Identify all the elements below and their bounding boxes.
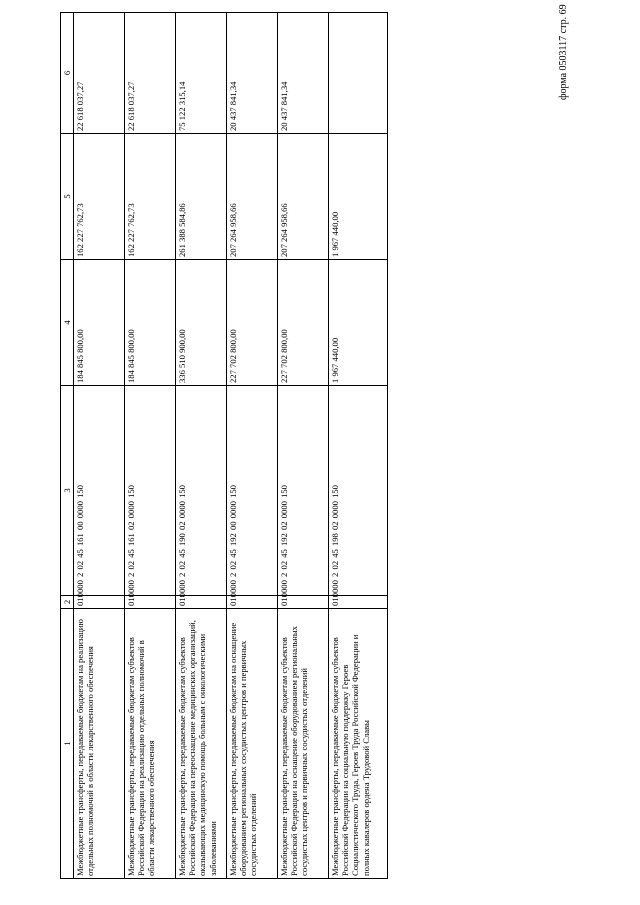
executed-amount: 1 967 440,00	[329, 134, 388, 260]
executed-amount: 261 388 584,86	[176, 134, 227, 260]
executed-amount: 162 227 762,73	[74, 134, 125, 260]
unexecuted-amount: 22 618 037,27	[74, 13, 125, 134]
table-row	[329, 13, 388, 879]
budget-code: 000 2 02 45 192 00 0000 150	[227, 386, 278, 596]
executed-amount: 162 227 762,73	[125, 134, 176, 260]
approved-amount: 227 702 800,00	[278, 260, 329, 386]
budget-code: 000 2 02 45 161 00 0000 150	[74, 386, 125, 596]
line-code: 010	[125, 596, 176, 609]
header-cell: 6	[61, 13, 74, 134]
unexecuted-amount: 75 122 315,14	[176, 13, 227, 134]
header-cell: 5	[61, 134, 74, 260]
budget-code: 000 2 02 45 192 02 0000 150	[278, 386, 329, 596]
line-code: 010	[227, 596, 278, 609]
line-code: 010	[329, 596, 388, 609]
approved-amount: 184 845 800,00	[74, 260, 125, 386]
executed-amount: 207 264 958,66	[278, 134, 329, 260]
approved-amount: 336 510 900,00	[176, 260, 227, 386]
table-row	[74, 13, 125, 879]
table-row	[176, 13, 227, 879]
header-cell: 1	[61, 609, 74, 879]
approved-amount: 1 967 440,00	[329, 260, 388, 386]
unexecuted-amount: 20 437 841,34	[278, 13, 329, 134]
table-row	[278, 13, 329, 879]
approved-amount: 227 702 800,00	[227, 260, 278, 386]
row-name: Межбюджетные трансферты, передаваемые бюджетам субъектов Российской Федерации на переоснащение медицинских организаций, оказывающих медицинскую помощь больным с онкологическими заболеваниями	[176, 609, 227, 879]
header-cell: 4	[61, 260, 74, 386]
line-code: 010	[176, 596, 227, 609]
budget-code: 000 2 02 45 190 02 0000 150	[176, 386, 227, 596]
budget-code: 000 2 02 45 161 02 0000 150	[125, 386, 176, 596]
row-name: Межбюджетные трансферты, передаваемые бюджетам субъектов Российской Федерации на реализацию отдельных полномочий в области лекарственного обеспечения	[125, 609, 176, 879]
header-cell: 2	[61, 596, 74, 609]
approved-amount: 184 845 800,00	[125, 260, 176, 386]
row-name: Межбюджетные трансферты, передаваемые бюджетам субъектов Российской Федерации на оснащение оборудованием региональных сосудистых центров и первичных сосудистых отделений	[278, 609, 329, 879]
line-code: 010	[278, 596, 329, 609]
table-row	[125, 13, 176, 879]
row-name: Межбюджетные трансферты, передаваемые бюджетам на реализацию отдельных полномочий в области лекарственного обеспечения	[74, 609, 125, 879]
report-table	[60, 12, 388, 879]
executed-amount: 207 264 958,66	[227, 134, 278, 260]
row-name: Межбюджетные трансферты, передаваемые бюджетам на оснащение оборудованием региональных сосудистых центров и первичных сосудистых отделений	[227, 609, 278, 879]
form-label: форма 0503117 стр. 69	[558, 4, 569, 100]
row-name: Межбюджетные трансферты, передаваемые бюджетам субъектов Российской Федерации на социальную поддержку Героев Социалистического Труда, Героев Труда Российской Федерации и полных кавалеров ордена Трудовой Славы	[329, 609, 388, 879]
unexecuted-amount: 20 437 841,34	[227, 13, 278, 134]
header-cell: 3	[61, 386, 74, 596]
header-row	[61, 13, 74, 879]
table-row	[227, 13, 278, 879]
unexecuted-amount	[329, 13, 388, 134]
line-code: 010	[74, 596, 125, 609]
budget-code: 000 2 02 45 198 02 0000 150	[329, 386, 388, 596]
unexecuted-amount: 22 618 037,27	[125, 13, 176, 134]
